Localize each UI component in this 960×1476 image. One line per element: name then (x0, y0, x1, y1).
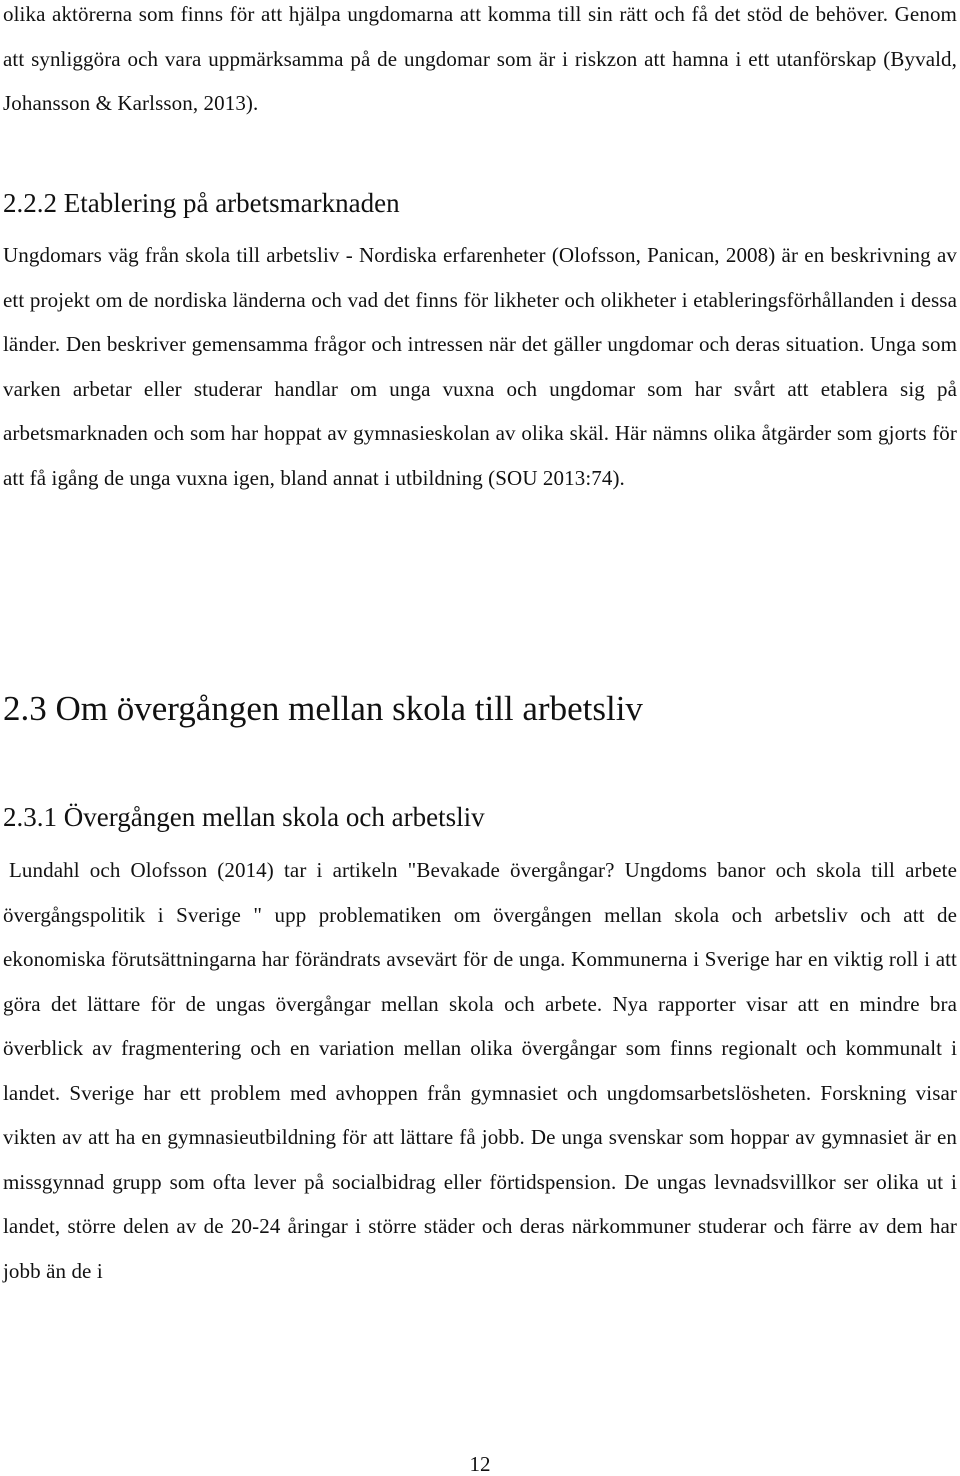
section-2-3-1-paragraph: Lundahl och Olofsson (2014) tar i artikeln "Bevakade övergångar? Ungdoms banor och skola till arbete övergångspolitik i Sverige " upp problematiken om övergången mellan skola och arbetsliv och att de ekonomiska förutsättningarna har förändrats avsevärt för de unga. Kommunerna i Sverige har en viktig roll i att göra det lättare för de ungas övergångar mellan skola och arbete. Nya rapporter visar att en mindre bra överblick av fragmentering och en variation mellan olika övergångar som finns regionalt och kommunalt i landet. Sverige har ett problem med avhoppen från gymnasiet och ungdomsarbetslösheten. Forskning visar vikten av att ha en gymnasieutbildning för att lättare få jobb. De unga svenskar som hoppar av gymnasiet är en missgynnad grupp som ofta lever på socialbidrag eller förtidspension. De ungas levnadsvillkor ser olika ut i landet, större delen av de 20-24 åringar i större städer och deras närkommuner studerar och färre av dem har jobb än de i (3, 858, 957, 1283)
page-number: 12 (469, 1452, 491, 1476)
opening-paragraph: olika aktörerna som finns för att hjälpa ungdomarna att komma till sin rätt och få det stöd de behöver. Genom att synliggöra och vara uppmärksamma på de ungdomar som är i riskzon att hamna i ett utanförskap (Byvald, Johansson & Karlsson, 2013). (3, 2, 957, 115)
section-heading-2-2-2: 2.2.2 Etablering på arbetsmarknaden (3, 188, 400, 218)
section-heading-2-3-1: 2.3.1 Övergången mellan skola och arbetsliv (3, 802, 485, 832)
section-heading-2-3: 2.3 Om övergången mellan skola till arbetsliv (3, 689, 643, 728)
section-2-2-2-paragraph: Ungdomars väg från skola till arbetsliv - Nordiska erfarenheter (Olofsson, Panican, 2008) är en beskrivning av ett projekt om de nordiska länderna och vad det finns för likheter och olikheter i etableringsförhållanden i dessa länder. Den beskriver gemensamma frågor och intressen när det gäller ungdomar och deras situation. Unga som varken arbetar eller studerar handlar om unga vuxna och ungdomar som har svårt att etablera sig på arbetsmarknaden och som har hoppat av gymnasieskolan av olika skäl. Här nämns olika åtgärder som gjorts för att få igång de unga vuxna igen, bland annat i utbildning (SOU 2013:74). (3, 243, 957, 490)
